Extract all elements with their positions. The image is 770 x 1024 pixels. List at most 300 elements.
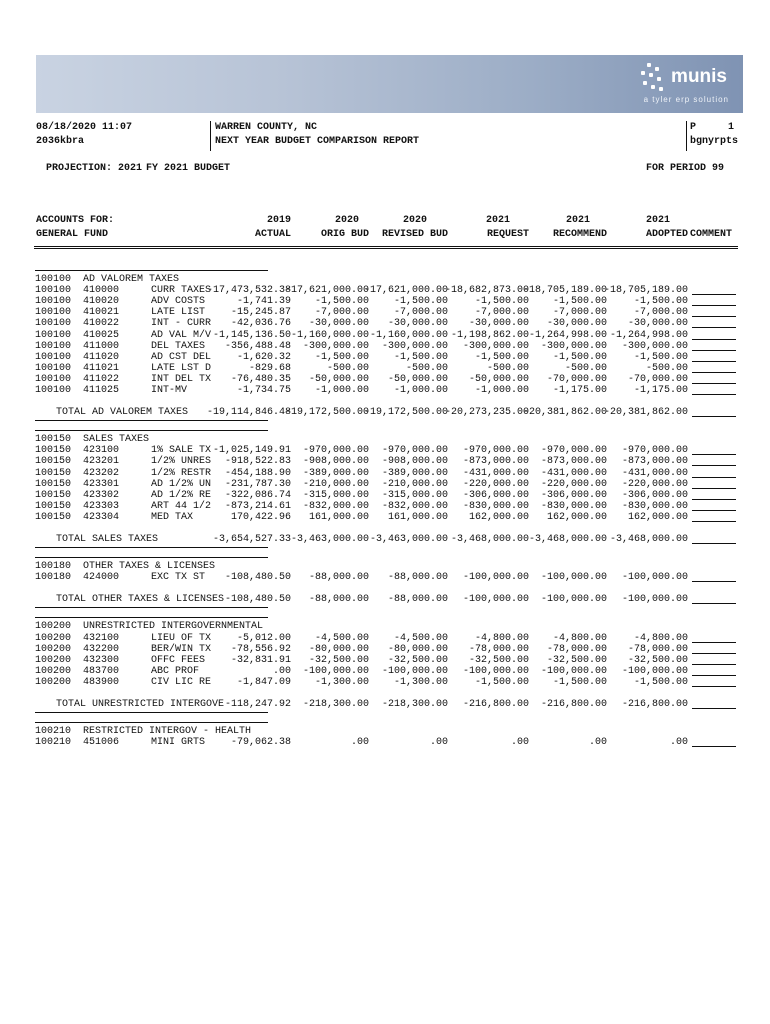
header-divider — [210, 121, 211, 151]
section-rule — [35, 617, 268, 618]
total-amount: -3,468,000.00 — [609, 534, 688, 545]
amount-cell: -431,000.00 — [462, 467, 529, 479]
account-row — [0, 511, 770, 524]
account-description: BER/WIN TX — [151, 643, 212, 655]
comment-blank[interactable] — [692, 455, 736, 466]
amount-cell: -500.00 — [645, 362, 688, 374]
amount-cell: -1,500.00 — [314, 296, 369, 308]
amount-cell: -1,000.00 — [314, 385, 369, 396]
amount-cell: -431,000.00 — [621, 467, 688, 479]
amount-cell: -873,000.00 — [462, 456, 529, 468]
program-name: bgnyrpts — [690, 136, 739, 147]
account-number: 411000 — [83, 340, 120, 352]
comment-blank[interactable] — [692, 351, 736, 362]
total-label: TOTAL UNRESTRICTED INTERGOVE — [56, 699, 225, 710]
amount-cell: 161,000.00 — [308, 511, 369, 523]
total-amount: -100,000.00 — [540, 594, 607, 606]
account-row — [0, 384, 770, 397]
amount-cell: -1,198,862.00 — [450, 329, 529, 341]
amount-cell: -7,000.00 — [633, 307, 688, 319]
comment-blank[interactable] — [692, 533, 736, 544]
amount-cell: -830,000.00 — [621, 500, 688, 512]
total-amount: -20,381,862.00 — [603, 407, 688, 419]
total-row — [0, 698, 770, 711]
amount-cell: -80,000.00 — [387, 643, 448, 655]
total-amount: -20,273,235.00 — [444, 407, 529, 419]
amount-cell: -970,000.00 — [381, 445, 448, 457]
amount-cell: -17,473,532.38 — [206, 285, 291, 297]
account-number: 423302 — [83, 489, 120, 501]
fund-code: 100100 — [35, 351, 72, 363]
total-amount: -3,654,527.33 — [212, 534, 291, 545]
amount-cell: -32,500.00 — [546, 654, 607, 666]
amount-cell: .00 — [272, 665, 291, 677]
fund-code: 100100 — [35, 362, 72, 374]
amount-cell: -970,000.00 — [621, 445, 688, 457]
amount-cell: -1,175.00 — [552, 385, 607, 396]
comment-blank[interactable] — [692, 340, 736, 351]
amount-cell: 161,000.00 — [387, 511, 448, 523]
amount-cell: -1,300.00 — [393, 676, 448, 688]
amount-cell: -356,488.48 — [224, 340, 291, 352]
amount-cell: -78,000.00 — [468, 643, 529, 655]
comment-blank[interactable] — [692, 306, 736, 317]
section-rule — [35, 270, 268, 271]
section-name: SALES TAXES — [83, 434, 150, 446]
fund-code: 100150 — [35, 500, 72, 512]
amount-cell: -322,086.74 — [224, 489, 291, 501]
comment-blank[interactable] — [692, 654, 736, 665]
amount-cell: -1,734.75 — [236, 385, 291, 396]
total-amount: -20,381,862.00 — [522, 407, 607, 419]
account-description: 1/2% RESTR — [151, 467, 212, 479]
section-code: 100150 — [35, 434, 72, 446]
amount-cell: -32,831.91 — [230, 654, 291, 666]
total-amount: -88,000.00 — [387, 594, 448, 606]
amount-cell: -32,500.00 — [308, 654, 369, 666]
amount-cell: -4,800.00 — [474, 632, 529, 644]
comment-blank[interactable] — [692, 571, 736, 582]
amount-cell: -18,705,189.00 — [522, 285, 607, 297]
header-rule — [34, 248, 738, 249]
amount-cell: -830,000.00 — [462, 500, 529, 512]
fund-code: 100150 — [35, 489, 72, 501]
comment-blank[interactable] — [692, 643, 736, 654]
fund-code: 100150 — [35, 445, 72, 457]
amount-cell: -18,682,873.00 — [444, 285, 529, 297]
amount-cell: -231,787.30 — [224, 478, 291, 490]
account-description: ABC PROF — [151, 665, 200, 677]
amount-cell: -50,000.00 — [308, 373, 369, 385]
amount-cell: -300,000.00 — [540, 340, 607, 352]
comment-blank[interactable] — [692, 444, 736, 455]
account-description: LATE LIST — [151, 307, 206, 319]
section-name: RESTRICTED INTERGOV - HEALTH — [83, 726, 252, 738]
fund-code: 100180 — [35, 572, 72, 584]
comment-blank[interactable] — [692, 665, 736, 676]
amount-cell: -88,000.00 — [387, 572, 448, 584]
amount-cell: -1,500.00 — [393, 351, 448, 363]
total-amount: -88,000.00 — [308, 594, 369, 606]
county-name: WARREN COUNTY, NC — [215, 122, 318, 133]
amount-cell: -1,500.00 — [314, 351, 369, 363]
amount-cell: -1,500.00 — [633, 676, 688, 688]
projection: PROJECTION: 2021 — [46, 163, 143, 174]
account-number: 423100 — [83, 445, 120, 457]
account-number: 411022 — [83, 373, 120, 385]
account-description: CIV LIC RE — [151, 676, 212, 688]
account-description: DEL TAXES — [151, 340, 206, 352]
comment-blank[interactable] — [692, 500, 736, 511]
account-row — [0, 676, 770, 689]
comment-blank[interactable] — [692, 736, 736, 747]
total-rule — [35, 547, 268, 548]
account-description: AD 1/2% UN — [151, 478, 212, 490]
amount-cell: -1,025,149.91 — [212, 445, 291, 457]
section-rule — [35, 557, 268, 558]
account-number: 410021 — [83, 307, 120, 319]
account-number: 423201 — [83, 456, 120, 468]
total-amount: -216,800.00 — [462, 699, 529, 710]
section-rule — [35, 430, 268, 431]
fund-name: GENERAL FUND — [36, 229, 109, 240]
amount-cell: -17,621,000.00 — [363, 285, 448, 297]
amount-cell: -18,705,189.00 — [603, 285, 688, 297]
account-description: 1/2% UNRES — [151, 456, 212, 468]
amount-cell: -42,036.76 — [230, 318, 291, 330]
amount-cell: -300,000.00 — [621, 340, 688, 352]
report-title: NEXT YEAR BUDGET COMPARISON REPORT — [215, 136, 420, 147]
munis-logo-text: munis — [671, 66, 727, 87]
account-description: INT - CURR — [151, 318, 212, 330]
amount-cell: -7,000.00 — [393, 307, 448, 319]
account-description: INT-MV — [151, 385, 188, 396]
amount-cell: -4,800.00 — [552, 632, 607, 644]
fund-code: 100150 — [35, 511, 72, 523]
fund-code: 100200 — [35, 676, 72, 688]
comment-blank[interactable] — [692, 384, 736, 395]
account-number: 410022 — [83, 318, 120, 330]
section-code: 100200 — [35, 621, 72, 633]
amount-cell: -15,245.87 — [230, 307, 291, 319]
recommend-year: 2021 — [565, 215, 590, 226]
amount-cell: -1,264,998.00 — [609, 329, 688, 341]
amount-cell: -1,300.00 — [314, 676, 369, 688]
amount-cell: -100,000.00 — [621, 572, 688, 584]
account-number: 483900 — [83, 676, 120, 688]
total-amount: -216,800.00 — [621, 699, 688, 710]
amount-cell: -431,000.00 — [540, 467, 607, 479]
amount-cell: -30,000.00 — [387, 318, 448, 330]
munis-tagline: a tyler erp solution — [643, 95, 729, 104]
amount-cell: -1,500.00 — [474, 296, 529, 308]
amount-cell: -306,000.00 — [462, 489, 529, 501]
amount-cell: -70,000.00 — [546, 373, 607, 385]
fund-code: 100100 — [35, 373, 72, 385]
comment-blank[interactable] — [692, 284, 736, 295]
amount-cell: -220,000.00 — [462, 478, 529, 490]
amount-cell: -32,500.00 — [387, 654, 448, 666]
total-amount: -108,480.50 — [224, 594, 291, 606]
account-description: EXC TX ST — [151, 572, 206, 584]
account-number: 432100 — [83, 632, 120, 644]
amount-cell: -76,480.35 — [230, 373, 291, 385]
account-number: 410000 — [83, 285, 120, 297]
total-amount: -19,172,500.00 — [363, 407, 448, 419]
report-datetime: 08/18/2020 11:07 — [36, 122, 133, 133]
amount-cell: 162,000.00 — [546, 511, 607, 523]
amount-cell: -1,620.32 — [236, 351, 291, 363]
account-row — [0, 571, 770, 584]
total-row — [0, 533, 770, 546]
budget-name: FY 2021 BUDGET — [146, 163, 231, 174]
total-amount: -3,463,000.00 — [369, 534, 448, 545]
section-name: OTHER TAXES & LICENSES — [83, 561, 216, 573]
account-number: 411020 — [83, 351, 120, 363]
comment-blank[interactable] — [692, 329, 736, 340]
orig-year: 2020 — [334, 215, 359, 226]
total-amount: -19,172,500.00 — [284, 407, 369, 419]
amount-cell: -306,000.00 — [540, 489, 607, 501]
header-divider — [686, 121, 687, 151]
fund-code: 100200 — [35, 632, 72, 644]
amount-cell: -1,500.00 — [552, 676, 607, 688]
total-rule — [35, 607, 268, 608]
account-description: AD CST DEL — [151, 351, 212, 363]
account-number: 423304 — [83, 511, 120, 523]
amount-cell: -832,000.00 — [381, 500, 448, 512]
amount-cell: -970,000.00 — [462, 445, 529, 457]
amount-cell: -1,160,000.00 — [369, 329, 448, 341]
account-description: CURR TAXES — [151, 285, 212, 297]
comment-blank[interactable] — [692, 489, 736, 500]
total-amount: -216,800.00 — [540, 699, 607, 710]
account-description: AD VAL M/V — [151, 329, 212, 341]
total-amount: -100,000.00 — [621, 594, 688, 606]
fund-code: 100210 — [35, 737, 72, 749]
fund-code: 100150 — [35, 478, 72, 490]
actual-header: ACTUAL — [254, 229, 291, 240]
account-number: 432300 — [83, 654, 120, 666]
account-description: MINI GRTS — [151, 737, 206, 749]
amount-cell: -70,000.00 — [627, 373, 688, 385]
amount-cell: -100,000.00 — [462, 665, 529, 677]
amount-cell: -918,522.83 — [224, 456, 291, 468]
amount-cell: -210,000.00 — [302, 478, 369, 490]
total-amount: -218,300.00 — [381, 699, 448, 710]
amount-cell: -1,000.00 — [474, 385, 529, 396]
amount-cell: -1,145,136.50 — [212, 329, 291, 341]
account-number: 423301 — [83, 478, 120, 490]
munis-logo-icon — [639, 63, 665, 93]
report-user: 2036kbra — [36, 136, 85, 147]
amount-cell: -32,500.00 — [468, 654, 529, 666]
amount-cell: -1,264,998.00 — [528, 329, 607, 341]
total-amount: -118,247.92 — [224, 699, 291, 710]
amount-cell: -908,000.00 — [302, 456, 369, 468]
account-number: 410025 — [83, 329, 120, 341]
comment-blank[interactable] — [692, 632, 736, 643]
account-number: 424000 — [83, 572, 120, 584]
section-code: 100210 — [35, 726, 72, 738]
revised-header: REVISED BUD — [381, 229, 448, 240]
request-header: REQUEST — [486, 229, 529, 240]
amount-cell: -50,000.00 — [468, 373, 529, 385]
amount-cell: -17,621,000.00 — [284, 285, 369, 297]
account-number: 423303 — [83, 500, 120, 512]
section-name: UNRESTRICTED INTERGOVERNMENTAL — [83, 621, 264, 633]
fund-code: 100200 — [35, 665, 72, 677]
section-code: 100180 — [35, 561, 72, 573]
amount-cell: -1,500.00 — [552, 351, 607, 363]
total-row — [0, 593, 770, 606]
amount-cell: -79,062.38 — [230, 737, 291, 749]
amount-cell: -78,556.92 — [230, 643, 291, 655]
amount-cell: -500.00 — [405, 362, 448, 374]
amount-cell: -108,480.50 — [224, 572, 291, 584]
total-rule — [35, 420, 268, 421]
amount-cell: .00 — [510, 737, 529, 749]
account-number: 411021 — [83, 362, 120, 374]
total-amount: -19,114,846.48 — [206, 407, 291, 419]
amount-cell: -1,500.00 — [474, 676, 529, 688]
amount-cell: -300,000.00 — [302, 340, 369, 352]
total-amount: -3,468,000.00 — [450, 534, 529, 545]
account-number: 483700 — [83, 665, 120, 677]
comment-blank[interactable] — [692, 362, 736, 373]
comment-blank[interactable] — [692, 676, 736, 687]
recommend-header: RECOMMEND — [552, 229, 607, 240]
fund-code: 100100 — [35, 340, 72, 352]
total-amount: -3,468,000.00 — [528, 534, 607, 545]
amount-cell: -1,500.00 — [633, 351, 688, 363]
amount-cell: .00 — [588, 737, 607, 749]
amount-cell: -100,000.00 — [381, 665, 448, 677]
amount-cell: -315,000.00 — [381, 489, 448, 501]
request-year: 2021 — [485, 215, 510, 226]
amount-cell: -100,000.00 — [540, 665, 607, 677]
comment-blank[interactable] — [692, 698, 736, 709]
amount-cell: -4,500.00 — [393, 632, 448, 644]
amount-cell: -30,000.00 — [546, 318, 607, 330]
accounts-for-label: ACCOUNTS FOR: — [36, 215, 115, 226]
amount-cell: -4,500.00 — [314, 632, 369, 644]
amount-cell: -1,500.00 — [474, 351, 529, 363]
amount-cell: -78,000.00 — [627, 643, 688, 655]
amount-cell: -1,741.39 — [236, 296, 291, 308]
amount-cell: -873,214.61 — [224, 500, 291, 512]
comment-blank[interactable] — [692, 373, 736, 384]
amount-cell: -1,000.00 — [393, 385, 448, 396]
amount-cell: .00 — [350, 737, 369, 749]
fund-code: 100200 — [35, 654, 72, 666]
account-description: ART 44 1/2 — [151, 500, 212, 512]
amount-cell: -1,160,000.00 — [290, 329, 369, 341]
fund-code: 100100 — [35, 285, 72, 297]
amount-cell: -908,000.00 — [381, 456, 448, 468]
amount-cell: -1,847.09 — [236, 676, 291, 688]
amount-cell: -970,000.00 — [302, 445, 369, 457]
page-label: P — [690, 122, 697, 133]
amount-cell: -873,000.00 — [621, 456, 688, 468]
amount-cell: -100,000.00 — [302, 665, 369, 677]
amount-cell: -7,000.00 — [314, 307, 369, 319]
total-amount: -3,463,000.00 — [290, 534, 369, 545]
period: FOR PERIOD 99 — [646, 163, 725, 174]
header-rule — [34, 246, 738, 247]
total-row — [0, 406, 770, 419]
amount-cell: -1,175.00 — [633, 385, 688, 396]
amount-cell: 170,422.96 — [230, 511, 291, 523]
fund-code: 100200 — [35, 643, 72, 655]
amount-cell: -500.00 — [326, 362, 369, 374]
fund-code: 100150 — [35, 467, 72, 479]
amount-cell: -1,500.00 — [393, 296, 448, 308]
amount-cell: -873,000.00 — [540, 456, 607, 468]
amount-cell: -100,000.00 — [540, 572, 607, 584]
account-description: LATE LST D — [151, 362, 212, 374]
amount-cell: -220,000.00 — [540, 478, 607, 490]
fund-code: 100150 — [35, 456, 72, 468]
fund-code: 100100 — [35, 296, 72, 308]
amount-cell: -210,000.00 — [381, 478, 448, 490]
amount-cell: -30,000.00 — [468, 318, 529, 330]
amount-cell: -500.00 — [486, 362, 529, 374]
amount-cell: .00 — [669, 737, 688, 749]
account-description: AD 1/2% RE — [151, 489, 212, 501]
comment-blank[interactable] — [692, 317, 736, 328]
comment-blank[interactable] — [692, 467, 736, 478]
account-number: 410020 — [83, 296, 120, 308]
account-description: ADV COSTS — [151, 296, 206, 308]
total-label: TOTAL AD VALOREM TAXES — [56, 407, 189, 419]
amount-cell: -454,188.90 — [224, 467, 291, 479]
amount-cell: -500.00 — [564, 362, 607, 374]
comment-blank[interactable] — [692, 593, 736, 604]
total-rule — [35, 712, 268, 713]
actual-year: 2019 — [266, 215, 291, 226]
section-name: AD VALOREM TAXES — [83, 274, 180, 285]
amount-cell: -4,800.00 — [633, 632, 688, 644]
total-label: TOTAL OTHER TAXES & LICENSES — [56, 594, 225, 606]
amount-cell: -88,000.00 — [308, 572, 369, 584]
amount-cell: -300,000.00 — [462, 340, 529, 352]
comment-blank[interactable] — [692, 406, 736, 417]
amount-cell: 162,000.00 — [468, 511, 529, 523]
amount-cell: -306,000.00 — [621, 489, 688, 501]
comment-blank[interactable] — [692, 511, 736, 522]
comment-blank[interactable] — [692, 478, 736, 489]
fund-code: 100100 — [35, 307, 72, 319]
section-rule — [35, 722, 268, 723]
amount-cell: -829.68 — [248, 362, 291, 374]
total-label: TOTAL SALES TAXES — [56, 534, 159, 545]
amount-cell: -100,000.00 — [462, 572, 529, 584]
amount-cell: -5,012.00 — [236, 632, 291, 644]
orig-header: ORIG BUD — [320, 229, 369, 240]
total-amount: -100,000.00 — [462, 594, 529, 606]
amount-cell: .00 — [429, 737, 448, 749]
amount-cell: -30,000.00 — [308, 318, 369, 330]
section-code: 100100 — [35, 274, 72, 285]
amount-cell: -1,500.00 — [552, 296, 607, 308]
comment-blank[interactable] — [692, 295, 736, 306]
adopted-header: ADOPTED — [645, 229, 688, 240]
account-description: INT DEL TX — [151, 373, 212, 385]
account-description: OFFC FEES — [151, 654, 206, 666]
account-description: 1% SALE TX — [151, 445, 212, 457]
amount-cell: -7,000.00 — [552, 307, 607, 319]
